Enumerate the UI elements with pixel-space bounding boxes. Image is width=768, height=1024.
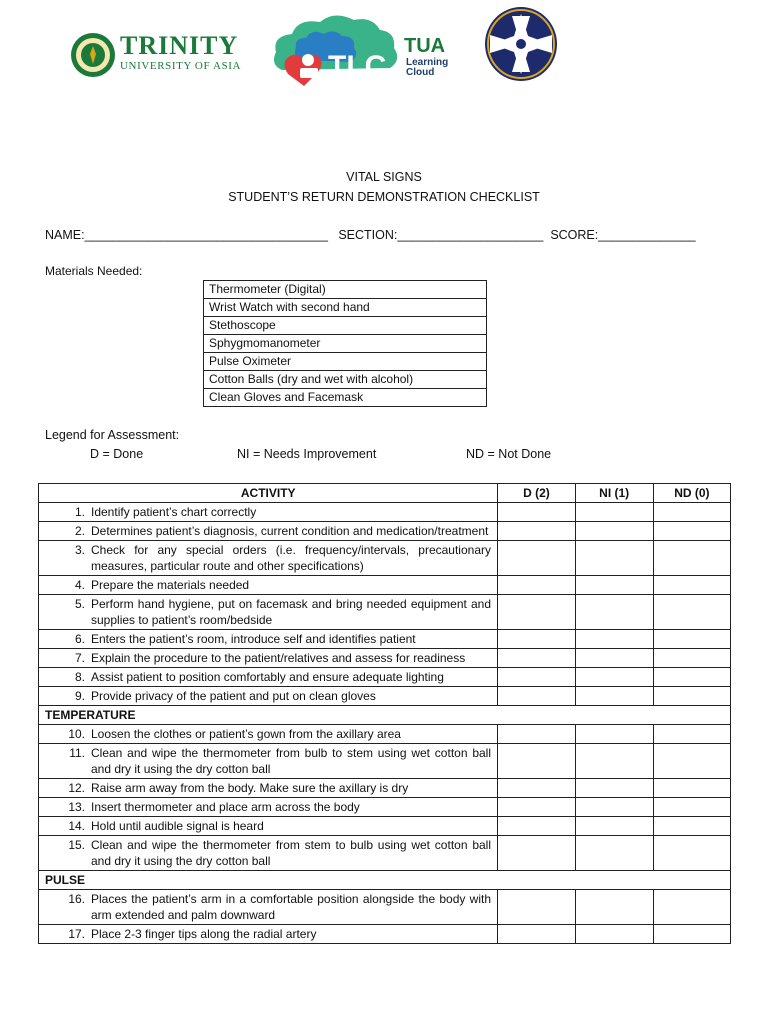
materials-row — [204, 371, 487, 389]
step-number: 1. — [74, 505, 85, 519]
checklist-row — [39, 836, 731, 871]
materials-label: Materials Needed: — [45, 264, 143, 278]
activity-cell — [39, 779, 498, 798]
score-cell-done[interactable] — [498, 836, 575, 871]
step-text: Determines patient’s diagnosis, current condition and medication/treatment — [91, 524, 489, 538]
score-cell-not-done[interactable] — [653, 630, 730, 649]
activity-cell — [39, 576, 498, 595]
score-cell-needs-improvement[interactable] — [575, 798, 653, 817]
checklist-row — [39, 890, 731, 925]
document-title: VITAL SIGNS — [346, 170, 422, 184]
materials-row — [204, 299, 487, 317]
checklist-row — [39, 725, 731, 744]
activity-cell — [39, 725, 498, 744]
score-cell-not-done[interactable] — [653, 522, 730, 541]
tlc-text: TLC — [328, 50, 387, 83]
score-cell-needs-improvement[interactable] — [575, 817, 653, 836]
score-cell-done[interactable] — [498, 503, 575, 522]
checklist-row — [39, 668, 731, 687]
section-heading: TEMPERATURE — [39, 706, 731, 725]
step-text: Provide privacy of the patient and put on clean gloves — [91, 689, 376, 703]
checklist-row — [39, 817, 731, 836]
score-cell-done[interactable] — [498, 576, 575, 595]
student-info-fields — [45, 228, 725, 242]
checklist-row — [39, 576, 731, 595]
checklist-row — [39, 595, 731, 630]
step-number: 7. — [74, 651, 85, 665]
step-text: Clean and wipe the thermometer from stem to bulb using wet cotton ball and dry it using the dry cotton ball — [91, 838, 491, 868]
step-text: Identify patient’s chart correctly — [91, 505, 257, 519]
score-cell-done[interactable] — [498, 925, 575, 944]
score-cell-needs-improvement[interactable] — [575, 649, 653, 668]
score-cell-not-done[interactable] — [653, 817, 730, 836]
score-cell-done[interactable] — [498, 668, 575, 687]
step-number: 15. — [68, 838, 85, 852]
step-number: 8. — [74, 670, 85, 684]
score-cell-needs-improvement[interactable] — [575, 925, 653, 944]
score-cell-done[interactable] — [498, 817, 575, 836]
checklist-row — [39, 522, 731, 541]
checklist-row — [39, 779, 731, 798]
score-cell-not-done[interactable] — [653, 541, 730, 576]
score-cell-needs-improvement[interactable] — [575, 836, 653, 871]
score-cell-not-done[interactable] — [653, 744, 730, 779]
step-text: Clean and wipe the thermometer from bulb to stem using wet cotton ball and dry it using the dry cotton ball — [91, 746, 491, 776]
checklist-row — [39, 630, 731, 649]
step-number: 9. — [74, 689, 85, 703]
material-item: Cotton Balls (dry and wet with alcohol) — [204, 371, 487, 389]
tua-text: TUA — [404, 35, 446, 57]
score-cell-done[interactable] — [498, 595, 575, 630]
step-number: 5. — [74, 597, 85, 611]
section-field[interactable]: SECTION:_____________________ — [338, 228, 544, 242]
legend-done: D = Done — [90, 447, 144, 461]
materials-row — [204, 353, 487, 371]
score-cell-not-done[interactable] — [653, 687, 730, 706]
step-number: 12. — [68, 781, 85, 795]
score-cell-not-done[interactable] — [653, 925, 730, 944]
score-cell-needs-improvement[interactable] — [575, 503, 653, 522]
checklist-row — [39, 744, 731, 779]
step-text: Prepare the materials needed — [91, 578, 250, 592]
checklist-row — [39, 503, 731, 522]
score-cell-done[interactable] — [498, 687, 575, 706]
score-cell-needs-improvement[interactable] — [575, 522, 653, 541]
step-number: 6. — [74, 632, 85, 646]
step-text: Raise arm away from the body. Make sure the axillary is dry — [91, 781, 409, 795]
score-cell-not-done[interactable] — [653, 649, 730, 668]
activity-cell — [39, 649, 498, 668]
material-item: Sphygmomanometer — [204, 335, 487, 353]
trinity-name: TRINITY — [120, 31, 239, 60]
material-item: Clean Gloves and Facemask — [204, 389, 487, 407]
score-cell-needs-improvement[interactable] — [575, 744, 653, 779]
step-number: 10. — [68, 727, 85, 741]
score-cell-needs-improvement[interactable] — [575, 541, 653, 576]
step-number: 14. — [68, 819, 85, 833]
activity-cell — [39, 925, 498, 944]
score-cell-not-done[interactable] — [653, 836, 730, 871]
step-number: 11. — [69, 746, 85, 760]
score-cell-not-done[interactable] — [653, 725, 730, 744]
step-number: 2. — [74, 524, 85, 538]
header-not-done: ND (0) — [653, 484, 730, 503]
activity-cell — [39, 595, 498, 630]
header-done: D (2) — [498, 484, 575, 503]
step-text: Places the patient’s arm in a comfortable position alongside the body with arm extended and palm downward — [91, 892, 491, 922]
score-cell-done[interactable] — [498, 779, 575, 798]
activity-cell — [39, 522, 498, 541]
step-number: 3. — [74, 543, 85, 557]
header-activity: ACTIVITY — [39, 484, 498, 503]
step-text: Assist patient to position comfortably and ensure adequate lighting — [91, 670, 444, 684]
checklist-table — [38, 483, 731, 944]
score-cell-done[interactable] — [498, 541, 575, 576]
legend-label: Legend for Assessment: — [45, 428, 180, 442]
step-text: Enters the patient’s room, introduce self and identifies patient — [91, 632, 416, 646]
name-field[interactable]: NAME:___________________________________ — [45, 228, 328, 242]
score-cell-needs-improvement[interactable] — [575, 668, 653, 687]
section-row — [39, 706, 731, 725]
cross-emblem-logo — [484, 6, 558, 82]
step-text: Explain the procedure to the patient/relatives and assess for readiness — [91, 651, 466, 665]
score-cell-needs-improvement[interactable] — [575, 630, 653, 649]
score-cell-not-done[interactable] — [653, 890, 730, 925]
step-number: 13. — [68, 800, 85, 814]
checklist-row — [39, 798, 731, 817]
score-cell-not-done[interactable] — [653, 779, 730, 798]
step-text: Insert thermometer and place arm across the body — [91, 800, 360, 814]
score-cell-needs-improvement[interactable] — [575, 687, 653, 706]
activity-cell — [39, 503, 498, 522]
score-cell-not-done[interactable] — [653, 503, 730, 522]
activity-cell — [39, 744, 498, 779]
materials-row — [204, 389, 487, 407]
checklist-row — [39, 649, 731, 668]
activity-cell — [39, 541, 498, 576]
section-heading: PULSE — [39, 871, 731, 890]
materials-row — [204, 335, 487, 353]
activity-cell — [39, 687, 498, 706]
checklist-row — [39, 541, 731, 576]
trinity-wordmark — [120, 32, 241, 72]
header-needs-improvement: NI (1) — [575, 484, 653, 503]
activity-cell — [39, 668, 498, 687]
step-text: Perform hand hygiene, put on facemask and bring needed equipment and supplies to patient’s room/bedside — [91, 597, 491, 627]
step-text: Check for any special orders (i.e. frequency/intervals, precautionary measures, particular route and other specifications) — [91, 543, 491, 573]
step-number: 4. — [74, 578, 85, 592]
score-cell-done[interactable] — [498, 798, 575, 817]
score-cell-done[interactable] — [498, 630, 575, 649]
learning-cloud-text: Learning Cloud — [406, 57, 449, 78]
step-text: Loosen the clothes or patient’s gown from the axillary area — [91, 727, 401, 741]
checklist-header-row — [39, 484, 731, 503]
material-item: Wrist Watch with second hand — [204, 299, 487, 317]
score-cell-done[interactable] — [498, 522, 575, 541]
materials-table — [203, 280, 487, 407]
score-field[interactable]: SCORE:______________ — [550, 228, 696, 242]
score-cell-not-done[interactable] — [653, 668, 730, 687]
step-text: Hold until audible signal is heard — [91, 819, 264, 833]
score-cell-needs-improvement[interactable] — [575, 779, 653, 798]
score-cell-done[interactable] — [498, 890, 575, 925]
score-cell-needs-improvement[interactable] — [575, 576, 653, 595]
score-cell-needs-improvement[interactable] — [575, 725, 653, 744]
checklist-row — [39, 687, 731, 706]
materials-row — [204, 317, 487, 335]
score-cell-done[interactable] — [498, 725, 575, 744]
activity-cell — [39, 836, 498, 871]
activity-cell — [39, 798, 498, 817]
score-cell-done[interactable] — [498, 649, 575, 668]
activity-cell — [39, 817, 498, 836]
legend-not-done: ND = Not Done — [466, 447, 552, 461]
document-subtitle: STUDENT’S RETURN DEMONSTRATION CHECKLIST — [228, 190, 540, 204]
activity-cell — [39, 630, 498, 649]
activity-cell — [39, 890, 498, 925]
score-cell-not-done[interactable] — [653, 576, 730, 595]
materials-row — [204, 281, 487, 299]
material-item: Stethoscope — [204, 317, 487, 335]
material-item: Pulse Oximeter — [204, 353, 487, 371]
material-item: Thermometer (Digital) — [204, 281, 487, 299]
score-cell-not-done[interactable] — [653, 595, 730, 630]
section-row — [39, 871, 731, 890]
step-number: 17. — [68, 927, 85, 941]
trinity-seal-logo — [70, 32, 116, 78]
score-cell-needs-improvement[interactable] — [575, 890, 653, 925]
score-cell-needs-improvement[interactable] — [575, 595, 653, 630]
step-text: Place 2-3 finger tips along the radial artery — [91, 927, 317, 941]
step-number: 16. — [68, 892, 85, 906]
legend-needs-improvement: NI = Needs Improvement — [237, 447, 377, 461]
trinity-subname: UNIVERSITY OF ASIA — [120, 60, 242, 72]
score-cell-not-done[interactable] — [653, 798, 730, 817]
score-cell-done[interactable] — [498, 744, 575, 779]
checklist-row — [39, 925, 731, 944]
